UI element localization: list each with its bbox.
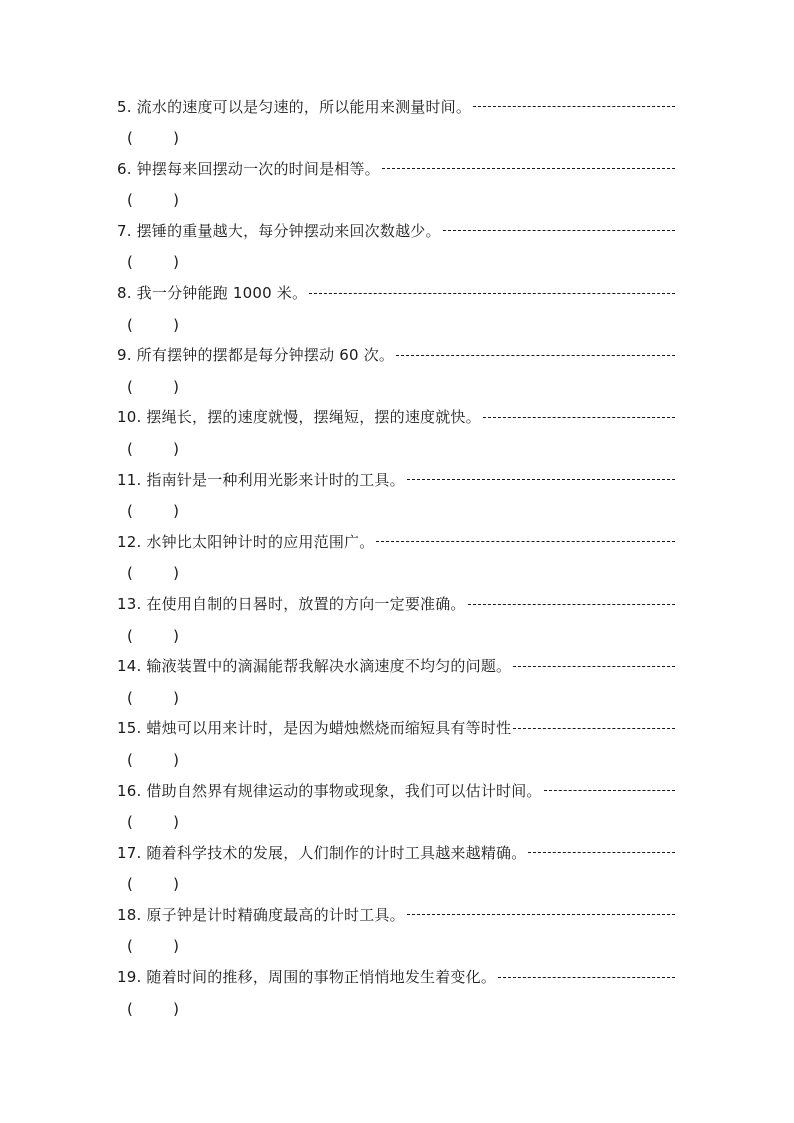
dashed-leader bbox=[473, 106, 675, 107]
question-text: 6. 钟摆每来回摆动一次的时间是相等。 bbox=[117, 159, 380, 178]
bracket-open: ( bbox=[127, 129, 133, 147]
answer-bracket[interactable] bbox=[127, 437, 179, 461]
answer-bracket[interactable] bbox=[127, 188, 179, 212]
answer-bracket[interactable] bbox=[127, 810, 179, 834]
question-text: 11. 指南针是一种利用光影来计时的工具。 bbox=[117, 470, 405, 489]
answer-bracket[interactable] bbox=[127, 561, 179, 585]
bracket-open: ( bbox=[127, 253, 133, 272]
bracket-close: ) bbox=[173, 688, 179, 707]
dashed-leader bbox=[528, 852, 675, 853]
answer-bracket[interactable] bbox=[127, 126, 179, 150]
question-item bbox=[117, 591, 675, 653]
dashed-leader bbox=[396, 355, 675, 356]
answer-bracket[interactable] bbox=[127, 997, 179, 1021]
question-line bbox=[117, 466, 675, 492]
question-item bbox=[117, 93, 675, 155]
question-text: 18. 原子钟是计时精确度最高的计时工具。 bbox=[117, 905, 405, 924]
question-text: 10. 摆绳长，摆的速度就慢，摆绳短，摆的速度就快。 bbox=[117, 408, 481, 427]
question-text: 12. 水钟比太阳钟计时的应用范围广。 bbox=[117, 532, 375, 551]
bracket-open: ( bbox=[127, 377, 133, 396]
dashed-leader bbox=[309, 293, 675, 294]
question-text: 15. 蜡烛可以用来计时，是因为蜡烛燃烧而缩短具有等时性 bbox=[117, 719, 512, 738]
question-text: 13. 在使用自制的日晷时，放置的方向一定要准确。 bbox=[117, 595, 466, 613]
bracket-open: ( bbox=[127, 564, 133, 583]
question-line bbox=[117, 715, 675, 741]
bracket-close: ) bbox=[173, 564, 179, 583]
answer-bracket[interactable] bbox=[127, 934, 179, 958]
question-text: 8. 我一分钟能跑 1000 米。 bbox=[117, 284, 308, 303]
question-item bbox=[117, 901, 675, 963]
bracket-open: ( bbox=[127, 813, 133, 832]
bracket-open: ( bbox=[127, 315, 133, 334]
answer-bracket[interactable] bbox=[127, 624, 179, 648]
bracket-open: ( bbox=[127, 688, 133, 707]
bracket-close: ) bbox=[173, 315, 179, 334]
question-item bbox=[117, 839, 675, 901]
answer-bracket[interactable] bbox=[127, 748, 179, 772]
question-text: 7. 摆锤的重量越大，每分钟摆动来回次数越少。 bbox=[117, 221, 441, 240]
dashed-leader bbox=[513, 666, 675, 667]
dashed-leader bbox=[498, 977, 675, 978]
answer-bracket[interactable] bbox=[127, 872, 179, 896]
question-line bbox=[117, 280, 675, 306]
bracket-open: ( bbox=[127, 439, 133, 458]
bracket-close: ) bbox=[173, 750, 179, 769]
question-item bbox=[117, 715, 675, 777]
bracket-open: ( bbox=[127, 191, 133, 210]
question-line bbox=[117, 404, 675, 430]
question-line bbox=[117, 901, 675, 927]
true-false-question-list bbox=[117, 93, 675, 1026]
dashed-leader bbox=[376, 541, 675, 542]
answer-bracket[interactable] bbox=[127, 313, 179, 337]
dashed-leader bbox=[382, 168, 675, 169]
question-line bbox=[117, 217, 675, 243]
question-item bbox=[117, 280, 675, 342]
question-line bbox=[117, 93, 675, 119]
question-text: 17. 随着科学技术的发展，人们制作的计时工具越来越精确。 bbox=[117, 843, 527, 862]
question-line bbox=[117, 591, 675, 617]
question-item bbox=[117, 217, 675, 279]
dashed-leader bbox=[468, 604, 675, 605]
bracket-close: ) bbox=[173, 937, 179, 956]
bracket-open: ( bbox=[127, 875, 133, 894]
bracket-close: ) bbox=[173, 439, 179, 458]
question-item bbox=[117, 528, 675, 590]
bracket-open: ( bbox=[127, 502, 133, 521]
bracket-close: ) bbox=[173, 502, 179, 521]
question-item bbox=[117, 964, 675, 1026]
dashed-leader bbox=[407, 479, 675, 480]
bracket-close: ) bbox=[173, 377, 179, 396]
bracket-close: ) bbox=[173, 999, 179, 1018]
bracket-close: ) bbox=[173, 191, 179, 210]
question-text: 9. 所有摆钟的摆都是每分钟摆动 60 次。 bbox=[117, 346, 395, 365]
bracket-open: ( bbox=[127, 999, 133, 1018]
question-text: 16. 借助自然界有规律运动的事物或现象，我们可以估计时间。 bbox=[117, 781, 542, 800]
question-line bbox=[117, 342, 675, 368]
question-text: 19. 随着时间的推移，周围的事物正悄悄地发生着变化。 bbox=[117, 968, 497, 987]
answer-bracket[interactable] bbox=[127, 375, 179, 399]
question-line bbox=[117, 839, 675, 865]
bracket-close: ) bbox=[173, 253, 179, 272]
question-item bbox=[117, 653, 675, 715]
answer-bracket[interactable] bbox=[127, 499, 179, 523]
question-line bbox=[117, 777, 675, 803]
dashed-leader bbox=[544, 790, 675, 791]
question-line bbox=[117, 653, 675, 679]
bracket-close: ) bbox=[173, 129, 179, 147]
question-item bbox=[117, 466, 675, 528]
dashed-leader bbox=[513, 728, 675, 729]
dashed-leader bbox=[407, 914, 675, 915]
bracket-open: ( bbox=[127, 626, 133, 645]
question-line bbox=[117, 964, 675, 990]
question-text: 5. 流水的速度可以是匀速的，所以能用来测量时间。 bbox=[117, 97, 472, 116]
answer-bracket[interactable] bbox=[127, 686, 179, 710]
bracket-open: ( bbox=[127, 750, 133, 769]
question-line bbox=[117, 528, 675, 554]
question-text: 14. 输液装置中的滴漏能帮我解决水滴速度不均匀的问题。 bbox=[117, 657, 512, 676]
dashed-leader bbox=[443, 230, 675, 231]
dashed-leader bbox=[483, 417, 675, 418]
question-item bbox=[117, 155, 675, 217]
question-item bbox=[117, 777, 675, 839]
bracket-close: ) bbox=[173, 626, 179, 645]
answer-bracket[interactable] bbox=[127, 250, 179, 274]
bracket-open: ( bbox=[127, 937, 133, 956]
question-item bbox=[117, 342, 675, 404]
bracket-close: ) bbox=[173, 813, 179, 832]
bracket-close: ) bbox=[173, 875, 179, 894]
question-line bbox=[117, 155, 675, 181]
question-item bbox=[117, 404, 675, 466]
